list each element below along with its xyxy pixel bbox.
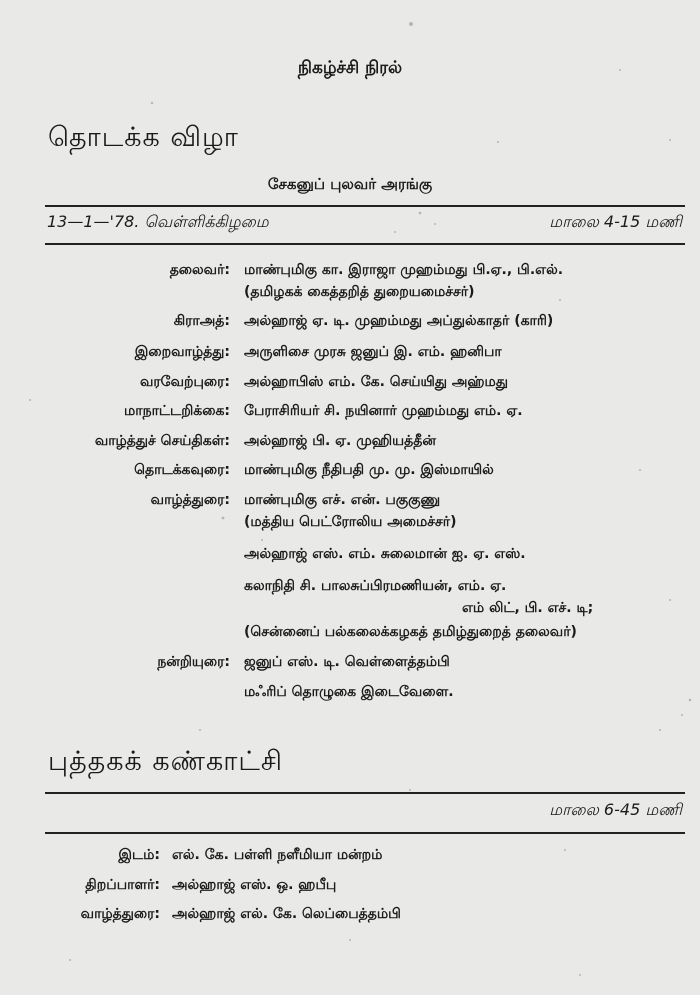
row-label: வாழ்த்துச் செய்திகள்:	[94, 433, 230, 449]
program-row	[0, 262, 700, 286]
exhibition-section-title: புத்தகக் கண்காட்சி	[48, 746, 284, 777]
program-row	[0, 403, 700, 427]
exhibition-row	[0, 906, 700, 930]
row-label: தொடக்கவுரை:	[134, 462, 230, 478]
venue-name: சேகனுப் புலவர் அரங்கு	[267, 175, 433, 193]
row-label: நன்றியுரை:	[157, 654, 230, 670]
divider	[45, 205, 685, 207]
row-label: மாநாட்டறிக்கை:	[124, 403, 230, 419]
break-note: மஃரிப் தொழுகை இடைவேளை.	[244, 684, 454, 700]
event-date: 13—1—'78. வெள்ளிக்கிழமை	[47, 212, 269, 231]
program-row	[0, 546, 700, 570]
row-label: திறப்பாளர்:	[85, 877, 160, 893]
exhibition-time: மாலை 6-45 மணி	[549, 800, 682, 819]
row-value: அல்ஹாஜ் பி. ஏ. முஹியத்தீன்	[244, 433, 436, 449]
program-row	[0, 578, 700, 602]
row-value: மாண்புமிகு நீதிபதி மு. மு. இஸ்மாயில்	[244, 462, 494, 478]
row-label: வரவேற்புரை:	[140, 374, 230, 390]
row-label: வாழ்த்துரை:	[150, 492, 230, 508]
row-value: அல்ஹாஜ் ஏ. டி. முஹம்மது அப்துல்காதர் (காரி)	[244, 313, 554, 329]
row-label: இறைவாழ்த்து:	[134, 344, 230, 360]
row-label: தலைவர்:	[169, 262, 230, 278]
row-value: பேராசிரியர் சி. நயினார் முஹம்மது எம். ஏ.	[244, 403, 523, 419]
event-time: மாலை 4-15 மணி	[549, 212, 682, 231]
row-label: கிராஅத்:	[173, 313, 230, 329]
exhibition-row	[0, 877, 700, 901]
divider	[45, 243, 685, 245]
exhibition-row	[0, 847, 700, 871]
row-value: அல்ஹாஜ் எஸ். ஒ. ஹபீபு	[172, 877, 337, 893]
row-value: (தமிழகக் கைத்தறித் துறையமைச்சர்)	[244, 284, 475, 300]
program-row	[0, 654, 700, 678]
divider	[45, 832, 685, 834]
program-row	[0, 284, 700, 308]
degree-line: எம் லிட், பி. எச். டி;	[462, 600, 594, 616]
row-value: கலாநிதி சி. பாலசுப்பிரமணியன், எம். ஏ.	[244, 578, 507, 594]
page-title: நிகழ்ச்சி நிரல்	[297, 58, 403, 78]
row-value: அல்ஹாஜ் எல். கே. லெப்பைத்தம்பி	[172, 906, 401, 922]
opening-section-title: தொடக்க விழா	[48, 122, 239, 153]
program-row	[0, 514, 700, 538]
row-value: மாண்புமிகு எச். என். பகுகுணு	[244, 492, 441, 508]
row-value: அல்ஹாபிஸ் எம். கே. செய்யிது அஹ்மது	[244, 374, 508, 390]
program-row	[0, 313, 700, 337]
program-row	[0, 492, 700, 516]
program-row	[0, 344, 700, 368]
row-value: மாண்புமிகு கா. இராஜா முஹம்மது பி.ஏ., பி.எல்.	[244, 262, 564, 278]
program-row	[0, 374, 700, 398]
divider	[45, 792, 685, 794]
row-value: எல். கே. பள்ளி நளீமியா மன்றம்	[172, 847, 383, 863]
row-value: அல்ஹாஜ் எஸ். எம். சுலைமான் ஐ. ஏ. எஸ்.	[244, 546, 526, 562]
row-label: வாழ்த்துரை:	[80, 906, 160, 922]
department-line: (சென்னைப் பல்கலைக்கழகத் தமிழ்துறைத் தலைவர்)	[244, 624, 577, 640]
row-value: அருளிசை முரசு ஜனுப் இ. எம். ஹனிபா	[244, 344, 502, 360]
row-label: இடம்:	[118, 847, 160, 863]
row-value: ஜனுப் எஸ். டி. வெள்ளைத்தம்பி	[244, 654, 450, 670]
program-row	[0, 462, 700, 486]
row-value: (மத்திய பெட்ரோலிய அமைச்சர்)	[244, 514, 457, 530]
program-row	[0, 433, 700, 457]
